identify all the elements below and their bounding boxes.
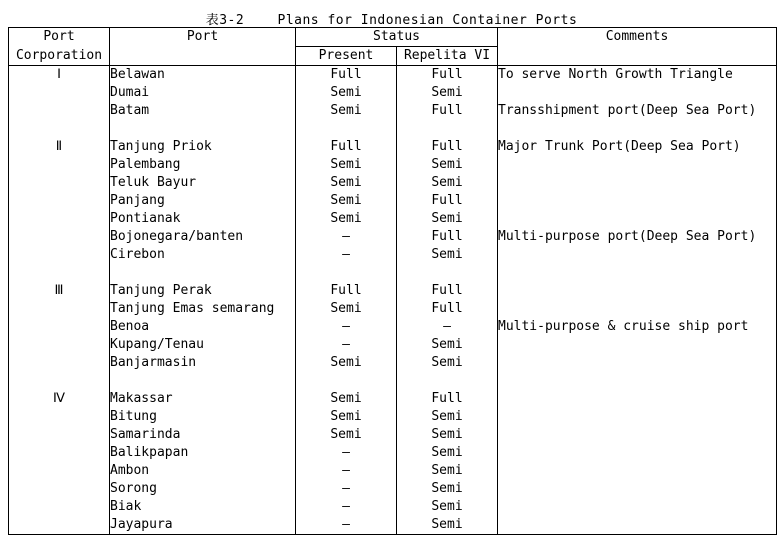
table-row [9,246,777,264]
comment-cell [498,246,777,264]
comment-cell [498,444,777,462]
port-name-cell: Tanjung Perak [110,282,296,300]
comment-cell [498,372,777,390]
present-status-cell: Semi [296,174,397,192]
comment-cell [498,84,777,102]
corporation-cell [9,192,110,210]
port-name-cell: Dumai [110,84,296,102]
repelita-status-cell [397,120,498,138]
present-status-cell: Semi [296,354,397,372]
repelita-status-cell: Semi [397,498,498,516]
table-row [9,462,777,480]
table-row [9,210,777,228]
table-row [9,228,777,246]
present-status-cell: Full [296,282,397,300]
present-status-cell: — [296,444,397,462]
present-status-cell [296,120,397,138]
table-row [9,372,777,390]
port-name-cell: Benoa [110,318,296,336]
present-status-cell: — [296,516,397,535]
port-header-blank [110,47,296,66]
repelita-status-cell: Semi [397,516,498,535]
header-row-2 [9,47,777,66]
repelita-status-cell [397,264,498,282]
comment-cell [498,210,777,228]
table-row [9,138,777,156]
corporation-cell [9,408,110,426]
corporation-cell [9,246,110,264]
port-name-cell: Kupang/Tenau [110,336,296,354]
comment-cell [498,264,777,282]
corporation-cell [9,426,110,444]
comment-cell [498,426,777,444]
repelita-status-cell: Semi [397,84,498,102]
port-name-cell: Panjang [110,192,296,210]
repelita-status-cell: Semi [397,210,498,228]
comment-cell [498,300,777,318]
table-row [9,282,777,300]
table-title: 表3-2 Plans for Indonesian Container Ports [205,13,578,28]
port-name-cell: Pontianak [110,210,296,228]
table-row [9,120,777,138]
corporation-cell [9,174,110,192]
repelita-header: Repelita VI [397,47,498,66]
corporation-cell: Ⅰ [9,66,110,85]
comments-header-blank [498,47,777,66]
corporation-cell [9,228,110,246]
table-row [9,480,777,498]
corporation-cell [9,480,110,498]
corporation-cell [9,462,110,480]
table-row [9,102,777,120]
repelita-status-cell: Full [397,390,498,408]
table-row [9,318,777,336]
repelita-status-cell: Semi [397,426,498,444]
repelita-status-cell: Full [397,66,498,85]
port-name-cell [110,264,296,282]
port-name-cell: Bitung [110,408,296,426]
corporation-cell [9,516,110,535]
comment-cell [498,282,777,300]
corporation-cell [9,120,110,138]
port-name-cell: Batam [110,102,296,120]
header-row-1 [9,28,777,47]
port-name-cell: Cirebon [110,246,296,264]
corporation-cell [9,210,110,228]
table-row [9,174,777,192]
port-name-cell: Ambon [110,462,296,480]
comment-cell: Major Trunk Port(Deep Sea Port) [498,138,777,156]
present-status-cell: — [296,246,397,264]
present-status-cell: Semi [296,192,397,210]
port-name-cell: Teluk Bayur [110,174,296,192]
corporation-cell: Ⅳ [9,390,110,408]
table-body [9,66,777,535]
comment-cell [498,408,777,426]
corporation-cell [9,84,110,102]
corporation-cell [9,498,110,516]
present-status-cell: — [296,480,397,498]
table-row [9,516,777,535]
port-name-cell: Sorong [110,480,296,498]
corporation-header-line2: Corporation [9,47,110,66]
table-row [9,192,777,210]
repelita-status-cell: Semi [397,408,498,426]
corporation-header: Port [9,28,110,47]
port-name-cell: Balikpapan [110,444,296,462]
present-status-cell: Semi [296,210,397,228]
port-name-cell: Samarinda [110,426,296,444]
corporation-cell [9,336,110,354]
corporation-cell [9,444,110,462]
table-row [9,84,777,102]
comment-cell [498,354,777,372]
comment-cell [498,120,777,138]
table-row [9,498,777,516]
repelita-status-cell: Semi [397,354,498,372]
present-status-cell: Full [296,66,397,85]
port-name-cell: Tanjung Emas semarang [110,300,296,318]
port-name-cell: Banjarmasin [110,354,296,372]
port-name-cell: Palembang [110,156,296,174]
present-status-cell: Semi [296,102,397,120]
status-header: Status [296,28,498,47]
present-status-cell: — [296,498,397,516]
comment-cell [498,498,777,516]
table-row [9,336,777,354]
repelita-status-cell: Semi [397,336,498,354]
repelita-status-cell: Full [397,102,498,120]
comment-cell: Multi-purpose & cruise ship port [498,318,777,336]
comment-cell [498,336,777,354]
table-row [9,354,777,372]
repelita-status-cell: Semi [397,174,498,192]
ports-table [8,27,777,535]
table-row [9,156,777,174]
present-status-cell: Semi [296,426,397,444]
present-status-cell [296,264,397,282]
present-status-cell: — [296,318,397,336]
comment-cell [498,174,777,192]
table-row [9,426,777,444]
comment-cell [498,516,777,535]
present-status-cell: — [296,228,397,246]
corporation-cell [9,354,110,372]
port-name-cell [110,120,296,138]
table-row [9,66,777,85]
port-header: Port [110,28,296,47]
corporation-cell [9,318,110,336]
present-status-cell: — [296,336,397,354]
table-row [9,408,777,426]
present-status-cell: — [296,462,397,480]
port-name-cell: Makassar [110,390,296,408]
repelita-status-cell: — [397,318,498,336]
corporation-cell [9,300,110,318]
port-name-cell: Tanjung Priok [110,138,296,156]
repelita-status-cell: Full [397,300,498,318]
repelita-status-cell: Semi [397,444,498,462]
corporation-cell: Ⅱ [9,138,110,156]
present-status-cell: Semi [296,300,397,318]
corporation-cell [9,102,110,120]
repelita-status-cell: Full [397,138,498,156]
present-header: Present [296,47,397,66]
comment-cell: Transshipment port(Deep Sea Port) [498,102,777,120]
port-name-cell: Bojonegara/banten [110,228,296,246]
corporation-cell [9,372,110,390]
comment-cell [498,480,777,498]
comment-cell: Multi-purpose port(Deep Sea Port) [498,228,777,246]
table-row [9,390,777,408]
port-name-cell: Jayapura [110,516,296,535]
repelita-status-cell [397,372,498,390]
repelita-status-cell: Full [397,282,498,300]
port-name-cell: Biak [110,498,296,516]
repelita-status-cell: Full [397,228,498,246]
port-name-cell: Belawan [110,66,296,85]
present-status-cell: Full [296,138,397,156]
comment-cell: To serve North Growth Triangle [498,66,777,85]
present-status-cell: Semi [296,408,397,426]
table-header [9,28,777,66]
corporation-cell: Ⅲ [9,282,110,300]
table-row [9,264,777,282]
comment-cell [498,390,777,408]
present-status-cell: Semi [296,156,397,174]
present-status-cell [296,372,397,390]
repelita-status-cell: Semi [397,480,498,498]
repelita-status-cell: Semi [397,156,498,174]
port-name-cell [110,372,296,390]
comment-cell [498,192,777,210]
comment-cell [498,462,777,480]
comments-header: Comments [498,28,777,47]
corporation-cell [9,264,110,282]
comment-cell [498,156,777,174]
present-status-cell: Semi [296,84,397,102]
corporation-cell [9,156,110,174]
table-row [9,300,777,318]
repelita-status-cell: Full [397,192,498,210]
present-status-cell: Semi [296,390,397,408]
table-row [9,444,777,462]
repelita-status-cell: Semi [397,462,498,480]
repelita-status-cell: Semi [397,246,498,264]
